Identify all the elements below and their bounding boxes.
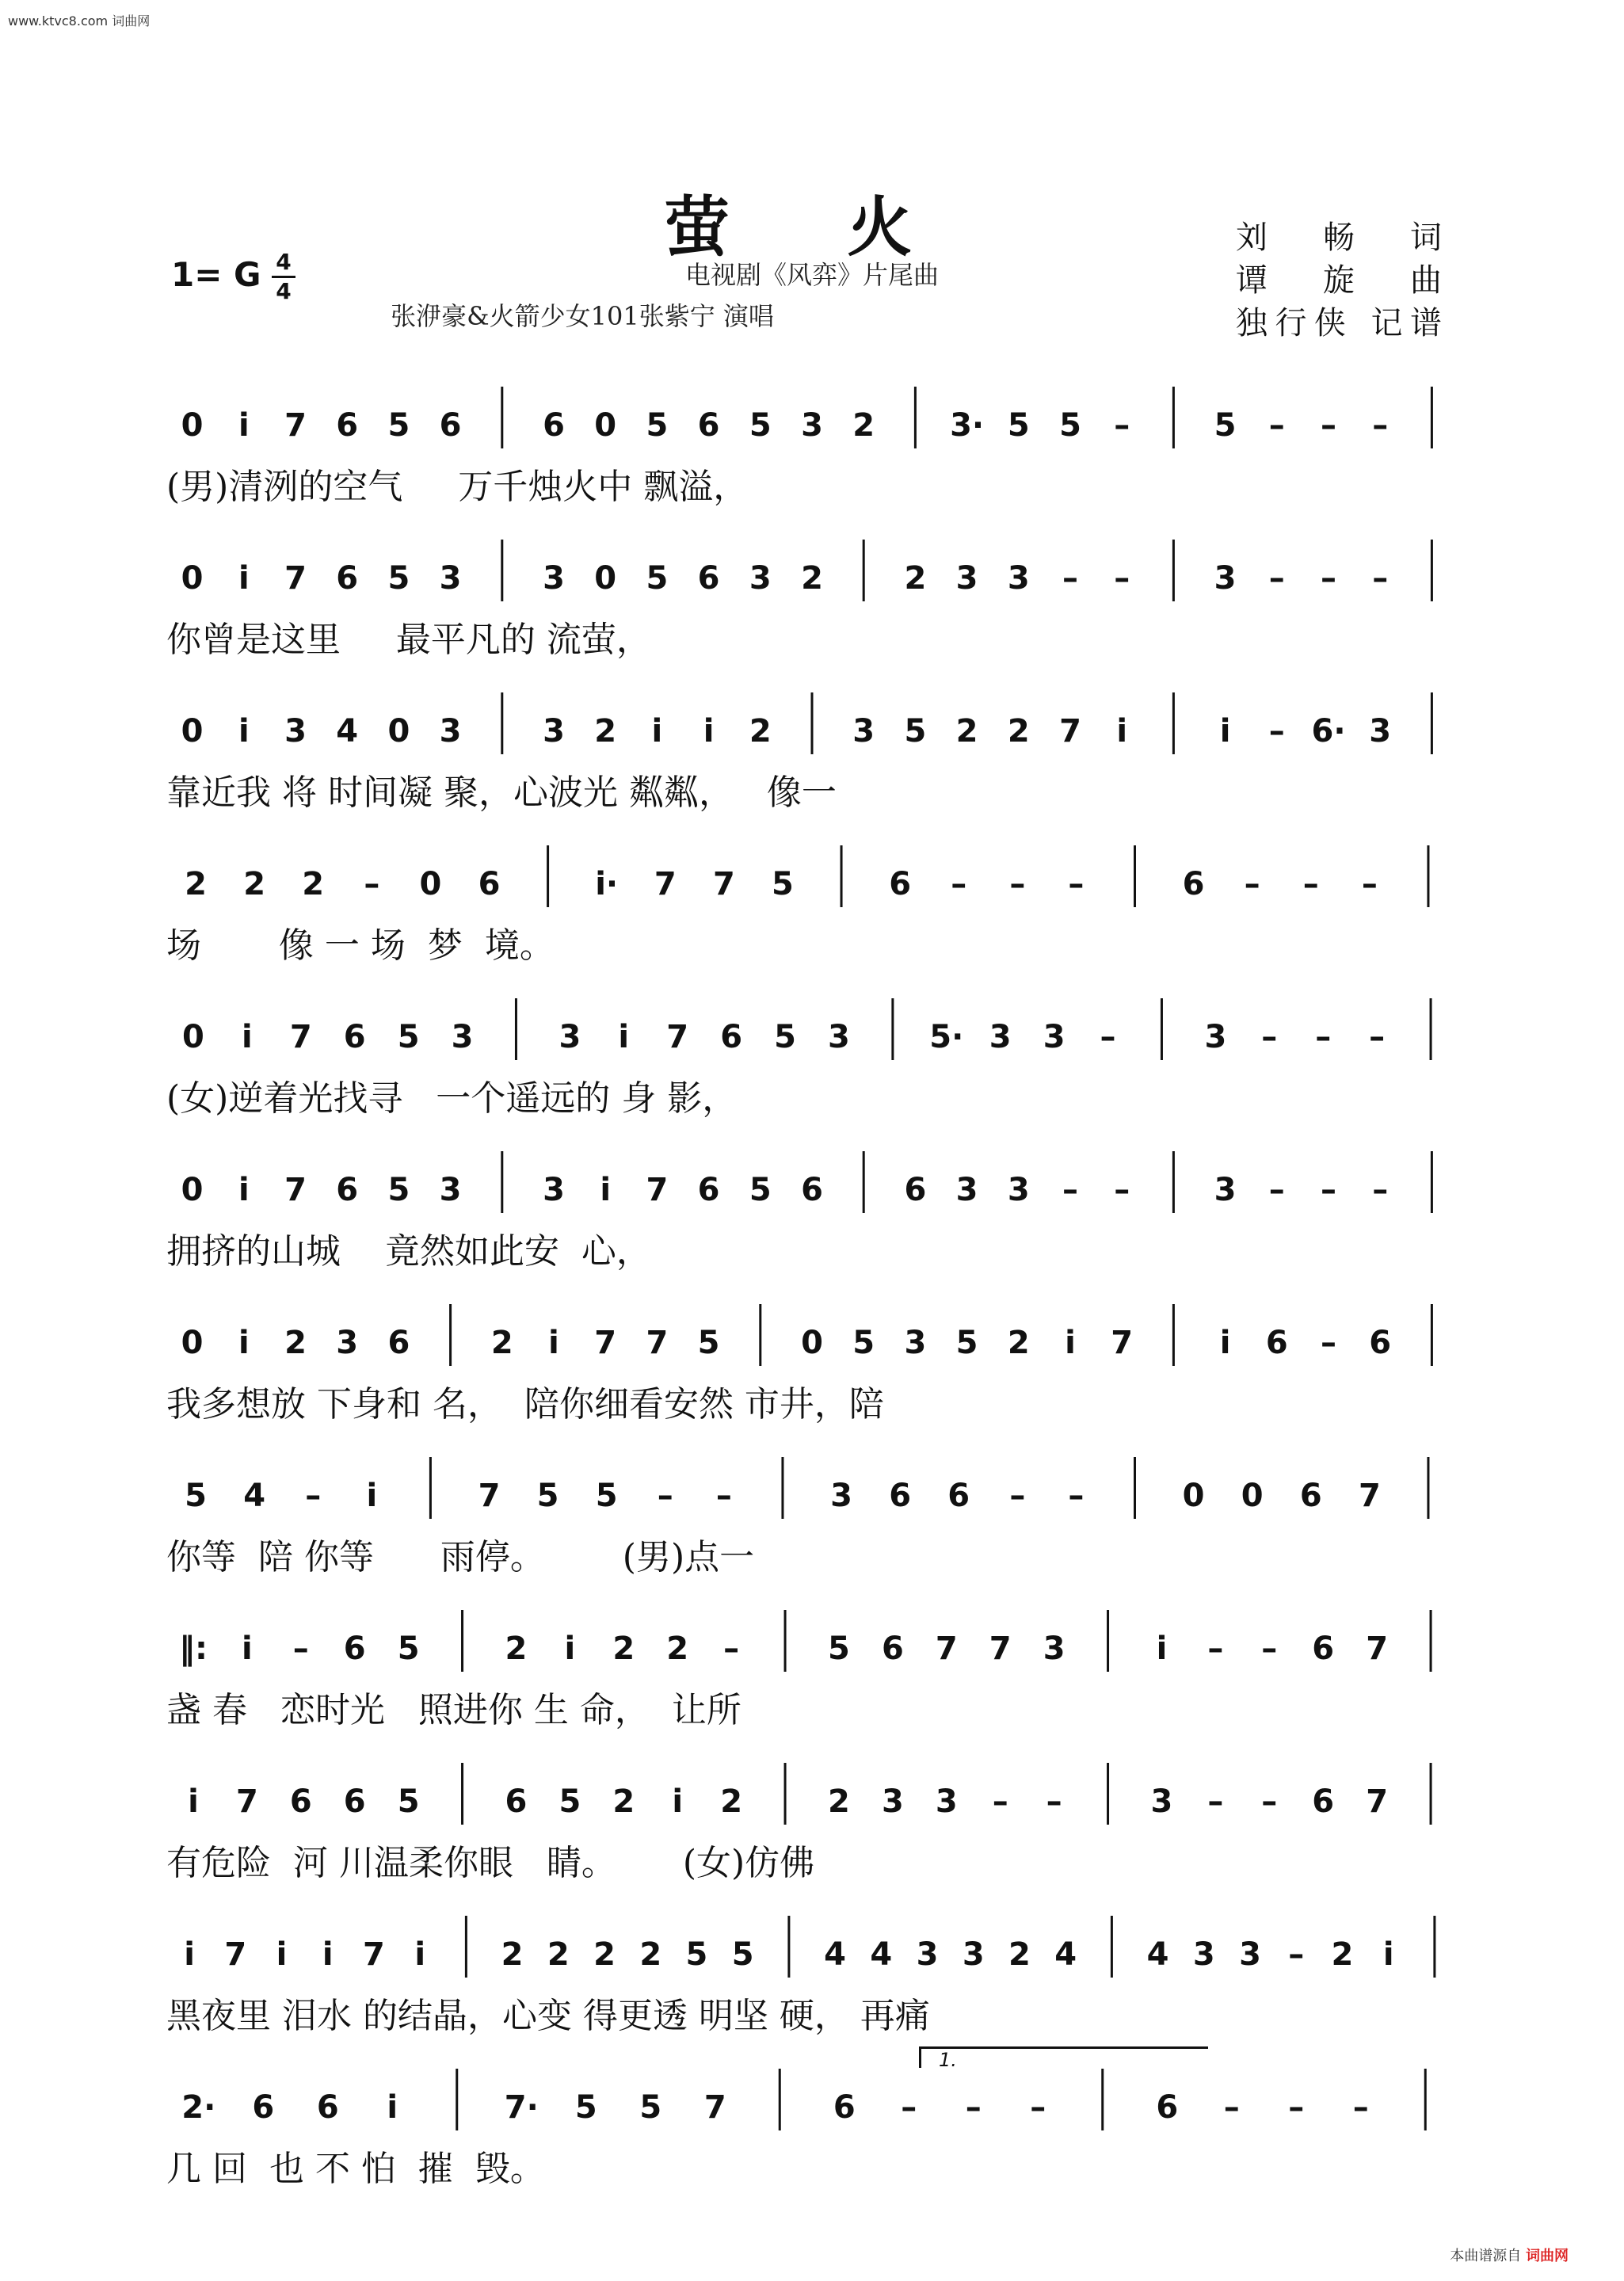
lyric-line: (女)逆着光找寻 一个遥远的 身 影， xyxy=(166,1078,738,1119)
note: 5 xyxy=(904,713,927,750)
note: 6 xyxy=(697,1172,720,1208)
note: 7 xyxy=(654,866,677,902)
note: 0 xyxy=(419,866,442,902)
lyric-line: 你等 陪 你等 雨停。 (男)点一 xyxy=(166,1537,755,1577)
note: 5 xyxy=(646,560,669,597)
note: 3 xyxy=(1214,560,1237,597)
note: i xyxy=(651,713,663,750)
note: 3 xyxy=(1204,1019,1227,1055)
notation-line xyxy=(166,1749,1458,1836)
notation-line xyxy=(166,1443,1458,1530)
credit-transcriber: 独行侠 记谱 xyxy=(1236,305,1442,341)
note: i xyxy=(322,1936,334,1973)
note: 7 xyxy=(284,1172,307,1208)
note: i xyxy=(548,1325,559,1361)
note: i xyxy=(1219,713,1231,750)
note: 5 xyxy=(387,560,410,597)
notation-line xyxy=(166,1901,1458,1989)
note: – xyxy=(1046,1783,1062,1820)
note: 6 xyxy=(1182,866,1205,902)
note: – xyxy=(1268,1172,1285,1208)
note: 7 xyxy=(363,1936,385,1973)
note: 4 xyxy=(870,1936,893,1973)
note: 3 xyxy=(1043,1019,1066,1055)
note: 2 xyxy=(612,1631,635,1667)
note: 5 xyxy=(697,1325,720,1361)
note: – xyxy=(901,2089,917,2126)
credit-lyricist: 刘 畅 词 xyxy=(1236,219,1442,256)
note: i xyxy=(184,1936,195,1973)
score-row xyxy=(166,525,1458,684)
note: 6 xyxy=(1156,2089,1179,2126)
note: 3 xyxy=(1043,1631,1066,1667)
note: – xyxy=(1321,407,1336,444)
note: – xyxy=(1268,560,1285,597)
score-row xyxy=(166,1290,1458,1448)
note: 5 xyxy=(852,1325,875,1361)
note: i xyxy=(238,1172,250,1208)
note: – xyxy=(1372,560,1389,597)
note: 5 xyxy=(397,1631,420,1667)
note: 5 xyxy=(595,1478,618,1514)
note: 5 xyxy=(397,1019,420,1055)
note: – xyxy=(305,1478,322,1514)
note: 7 xyxy=(1366,1631,1389,1667)
note: – xyxy=(1009,866,1026,902)
note: i xyxy=(1156,1631,1168,1667)
note: 7 xyxy=(646,1172,669,1208)
note: 7· xyxy=(504,2089,539,2126)
note: ‖: xyxy=(178,1631,208,1667)
note: 6 xyxy=(336,560,359,597)
time-sig-top: 4 xyxy=(276,249,292,275)
note: 6 xyxy=(343,1019,366,1055)
note: 6 xyxy=(1312,1631,1335,1667)
footer-text: 本曲谱源自 xyxy=(1450,2248,1522,2264)
note: i xyxy=(1219,1325,1231,1361)
note: – xyxy=(292,1631,309,1667)
note: – xyxy=(723,1631,740,1667)
note: – xyxy=(1315,1019,1332,1055)
note: i xyxy=(1382,1936,1394,1973)
lyric-line: 拥挤的山城 竟然如此安 心， xyxy=(166,1231,651,1272)
note: 5 xyxy=(574,2089,597,2126)
note: i xyxy=(242,1019,253,1055)
note: 6 xyxy=(947,1478,970,1514)
note: – xyxy=(965,2089,982,2126)
note: 3· xyxy=(950,407,985,444)
note: – xyxy=(1372,407,1389,444)
note: 7 xyxy=(478,1478,501,1514)
note: 2 xyxy=(284,1325,307,1361)
note: 6 xyxy=(889,866,912,902)
note: 5 xyxy=(955,1325,978,1361)
note: – xyxy=(1268,713,1285,750)
note: 5 xyxy=(828,1631,850,1667)
note: 3 xyxy=(1007,1172,1030,1208)
note: – xyxy=(1223,2089,1240,2126)
note: 4 xyxy=(1054,1936,1077,1973)
score-row xyxy=(166,1901,1458,2060)
note: 3 xyxy=(451,1019,474,1055)
note: i xyxy=(600,1172,612,1208)
note: 4 xyxy=(336,713,359,750)
notation-line xyxy=(166,2054,1458,2142)
note: – xyxy=(1352,2089,1369,2126)
note: 6 xyxy=(833,2089,856,2126)
note: 2 xyxy=(593,1936,616,1973)
note: 5 xyxy=(1007,407,1030,444)
note: 3 xyxy=(962,1936,985,1973)
note: i xyxy=(414,1936,426,1973)
note: i xyxy=(238,713,250,750)
note: 6 xyxy=(720,1019,743,1055)
note: 7 xyxy=(289,1019,312,1055)
note: 3 xyxy=(1214,1172,1237,1208)
note: – xyxy=(364,866,380,902)
note: – xyxy=(1244,866,1260,902)
note: 3 xyxy=(439,713,462,750)
note: 6 xyxy=(387,1325,410,1361)
note: 0 xyxy=(181,1325,204,1361)
note: i xyxy=(1065,1325,1076,1361)
note: 0 xyxy=(181,1172,204,1208)
note: 6 xyxy=(478,866,501,902)
lyric-line: (男)清洌的空气 万千烛火中 飘溢， xyxy=(166,467,749,507)
note: 6 xyxy=(343,1783,366,1820)
note: – xyxy=(1268,407,1285,444)
note: 3 xyxy=(1369,713,1392,750)
note: 3 xyxy=(935,1783,958,1820)
note: 6 xyxy=(801,1172,823,1208)
note: 2 xyxy=(243,866,266,902)
notation-line xyxy=(166,678,1458,765)
footer-brand: 词曲网 xyxy=(1526,2248,1569,2264)
note: i xyxy=(238,407,250,444)
note: – xyxy=(1062,1172,1078,1208)
score-row xyxy=(166,2049,1458,2213)
notation-line xyxy=(166,831,1458,918)
note: 6 xyxy=(1312,1783,1335,1820)
note: 2 xyxy=(1008,1936,1031,1973)
note: 7 xyxy=(594,1325,617,1361)
note: – xyxy=(1261,1019,1278,1055)
note: – xyxy=(1068,1478,1085,1514)
score-row xyxy=(166,1596,1458,1754)
note: 7 xyxy=(224,1936,247,1973)
note: i xyxy=(618,1019,630,1055)
note: i xyxy=(366,1478,378,1514)
note: 3 xyxy=(439,560,462,597)
notation-line xyxy=(166,372,1458,460)
time-sig-bottom: 4 xyxy=(276,278,292,304)
lyric-line: 靠近我 将 时间凝 聚，心波光 粼粼， 像一 xyxy=(166,772,837,813)
note: 6 xyxy=(889,1478,912,1514)
note: 6 xyxy=(316,2089,339,2126)
score-row xyxy=(166,1443,1458,1601)
note: 3 xyxy=(989,1019,1012,1055)
note: 0 xyxy=(594,560,617,597)
note: 2 xyxy=(904,560,927,597)
note: – xyxy=(1288,1936,1305,1973)
note: 2 xyxy=(594,713,617,750)
note: – xyxy=(1321,560,1336,597)
note: 2 xyxy=(547,1936,570,1973)
note: 2 xyxy=(1007,713,1030,750)
note: 7 xyxy=(712,866,735,902)
volta-bracket: 1. xyxy=(919,2046,1208,2068)
note: 7 xyxy=(284,407,307,444)
note: – xyxy=(992,1783,1008,1820)
note: 7 xyxy=(284,560,307,597)
note: 7 xyxy=(1059,713,1081,750)
note: 2 xyxy=(501,1936,524,1973)
note: – xyxy=(1321,1325,1336,1361)
lyric-line: 你曾是这里 最平凡的 流萤， xyxy=(166,620,651,660)
note: 3 xyxy=(881,1783,904,1820)
score-row xyxy=(166,372,1458,531)
note: 3 xyxy=(439,1172,462,1208)
note: 2 xyxy=(720,1783,743,1820)
note: 5 xyxy=(387,1172,410,1208)
score-row xyxy=(166,1137,1458,1295)
note: 0 xyxy=(181,560,204,597)
note: 3 xyxy=(828,1019,850,1055)
lyric-line: 有危险 河 川温柔你眼 睛。 (女)仿佛 xyxy=(166,1843,815,1883)
note: 2 xyxy=(639,1936,662,1973)
notation-line xyxy=(166,525,1458,612)
note: i xyxy=(242,1631,253,1667)
note: – xyxy=(1288,2089,1305,2126)
note: 2 xyxy=(1007,1325,1030,1361)
note: 6 xyxy=(881,1631,904,1667)
note: 6 xyxy=(289,1783,312,1820)
note: i xyxy=(564,1631,576,1667)
note: – xyxy=(1207,1631,1224,1667)
note: 5 xyxy=(685,1936,708,1973)
note: 0 xyxy=(182,1019,204,1055)
note: 6 xyxy=(505,1783,528,1820)
note: 7 xyxy=(666,1019,689,1055)
note: 5 xyxy=(1214,407,1237,444)
note: 3 xyxy=(830,1478,852,1514)
lyric-line: 场 像 一 场 梦 境。 xyxy=(166,925,555,966)
note: 5 xyxy=(646,407,669,444)
note: 3 xyxy=(801,407,823,444)
note: 0 xyxy=(801,1325,823,1361)
note: 2· xyxy=(181,2089,216,2126)
note: 4 xyxy=(243,1478,266,1514)
note: i xyxy=(238,1325,250,1361)
note: 3 xyxy=(904,1325,927,1361)
note: 6 xyxy=(1369,1325,1392,1361)
note: 2 xyxy=(666,1631,689,1667)
note: 6 xyxy=(336,407,359,444)
note: 6 xyxy=(697,407,720,444)
note: 0 xyxy=(1241,1478,1264,1514)
note: 2 xyxy=(749,713,772,750)
note: 5 xyxy=(397,1783,420,1820)
note: – xyxy=(1030,2089,1046,2126)
lyric-line: 我多想放 下身和 名， 陪你细看安然 市井，陪 xyxy=(166,1384,884,1425)
note: – xyxy=(1372,1172,1389,1208)
note: 3 xyxy=(955,1172,978,1208)
note: 2 xyxy=(185,866,207,902)
note: i xyxy=(387,2089,398,2126)
note: 5 xyxy=(749,1172,772,1208)
note: 5 xyxy=(731,1936,754,1973)
lyric-line: 几 回 也 不 怕 摧 毁。 xyxy=(166,2149,545,2189)
note: 7 xyxy=(989,1631,1012,1667)
note: 0 xyxy=(387,713,410,750)
note: 6 xyxy=(439,407,462,444)
note: 6 xyxy=(336,1172,359,1208)
note: 0 xyxy=(594,407,617,444)
note: 3 xyxy=(749,560,772,597)
lyric-line: 盏 春 恋时光 照进你 生 命， 让所 xyxy=(166,1690,741,1730)
note: – xyxy=(657,1478,673,1514)
note: 5 xyxy=(387,407,410,444)
note: i· xyxy=(595,866,619,902)
note: 7 xyxy=(1366,1783,1389,1820)
score-row xyxy=(166,831,1458,990)
note: 5 xyxy=(1059,407,1081,444)
note: – xyxy=(1062,560,1078,597)
note: 3 xyxy=(543,713,565,750)
note: – xyxy=(1261,1631,1278,1667)
note: – xyxy=(1207,1783,1224,1820)
note: – xyxy=(1321,1172,1336,1208)
footer-credit xyxy=(1450,2245,1569,2265)
note: 3 xyxy=(955,560,978,597)
note: i xyxy=(672,1783,684,1820)
key-signature: 1= G xyxy=(171,255,261,294)
note: – xyxy=(1100,1019,1116,1055)
note: 2 xyxy=(828,1783,850,1820)
note: 6 xyxy=(1265,1325,1288,1361)
note: – xyxy=(1261,1783,1278,1820)
note: – xyxy=(1361,866,1378,902)
note: i xyxy=(1116,713,1128,750)
note: 5 xyxy=(772,866,794,902)
note: 7 xyxy=(1358,1478,1381,1514)
note: – xyxy=(1114,407,1130,444)
note: 6 xyxy=(904,1172,927,1208)
note: 7 xyxy=(703,2089,726,2126)
note: 0 xyxy=(181,407,204,444)
note: 2 xyxy=(490,1325,513,1361)
note: 3 xyxy=(1192,1936,1215,1973)
note: 3 xyxy=(543,1172,565,1208)
note: 6 xyxy=(543,407,565,444)
note: 5 xyxy=(558,1783,581,1820)
note: 2 xyxy=(955,713,978,750)
note: i xyxy=(238,560,250,597)
note: 3 xyxy=(852,713,875,750)
note: 3 xyxy=(1150,1783,1173,1820)
note: – xyxy=(1369,1019,1386,1055)
lyric-line: 黑夜里 泪水 的结晶，心变 得更透 明坚 硬， 再痛 xyxy=(166,1996,930,2036)
note: 3 xyxy=(336,1325,359,1361)
site-watermark: www.ktvc8.com 词曲网 xyxy=(8,13,151,29)
note: 5 xyxy=(639,2089,662,2126)
note: – xyxy=(715,1478,732,1514)
score-row xyxy=(166,678,1458,837)
note: 3 xyxy=(543,560,565,597)
note: 3 xyxy=(1007,560,1030,597)
note: 6 xyxy=(1299,1478,1322,1514)
credit-composer: 谭 旋 曲 xyxy=(1236,262,1442,299)
note: 2 xyxy=(302,866,325,902)
note: 3 xyxy=(1239,1936,1261,1973)
score-row xyxy=(166,1749,1458,1907)
note: 4 xyxy=(1146,1936,1169,1973)
performers: 张洢豪&火箭少女101张紫宁 演唱 xyxy=(391,301,774,331)
subtitle: 电视剧《风弈》片尾曲 xyxy=(684,260,939,290)
notation-line xyxy=(166,1596,1458,1683)
note: – xyxy=(1068,866,1085,902)
note: 2 xyxy=(1331,1936,1354,1973)
note: 7 xyxy=(646,1325,669,1361)
note: 3 xyxy=(558,1019,581,1055)
note: 2 xyxy=(612,1783,635,1820)
note: – xyxy=(1114,560,1130,597)
note: 7 xyxy=(935,1631,958,1667)
notation-line xyxy=(166,1290,1458,1377)
notation-line xyxy=(166,1137,1458,1224)
note: 4 xyxy=(824,1936,847,1973)
note: i xyxy=(188,1783,199,1820)
note: 6 xyxy=(252,2089,275,2126)
note: 6 xyxy=(697,560,720,597)
note: 5 xyxy=(774,1019,796,1055)
note: 7 xyxy=(1111,1325,1134,1361)
score-row xyxy=(166,984,1458,1142)
note: 5· xyxy=(929,1019,964,1055)
note: 0 xyxy=(1182,1478,1205,1514)
note: – xyxy=(1302,866,1319,902)
note: 7 xyxy=(235,1783,258,1820)
note: 6 xyxy=(343,1631,366,1667)
note: i xyxy=(276,1936,288,1973)
note: i xyxy=(703,713,715,750)
note: 0 xyxy=(181,713,204,750)
note: 5 xyxy=(749,407,772,444)
note: 2 xyxy=(505,1631,528,1667)
note: – xyxy=(1114,1172,1130,1208)
note: 2 xyxy=(801,560,823,597)
note: 2 xyxy=(852,407,875,444)
note: 6· xyxy=(1311,713,1346,750)
note: – xyxy=(1009,1478,1026,1514)
note: 3 xyxy=(916,1936,939,1973)
song-title: 萤 火 xyxy=(664,189,960,265)
note: 3 xyxy=(284,713,307,750)
note: 5 xyxy=(536,1478,559,1514)
notation-line xyxy=(166,984,1458,1071)
note: – xyxy=(951,866,967,902)
note: 5 xyxy=(185,1478,207,1514)
